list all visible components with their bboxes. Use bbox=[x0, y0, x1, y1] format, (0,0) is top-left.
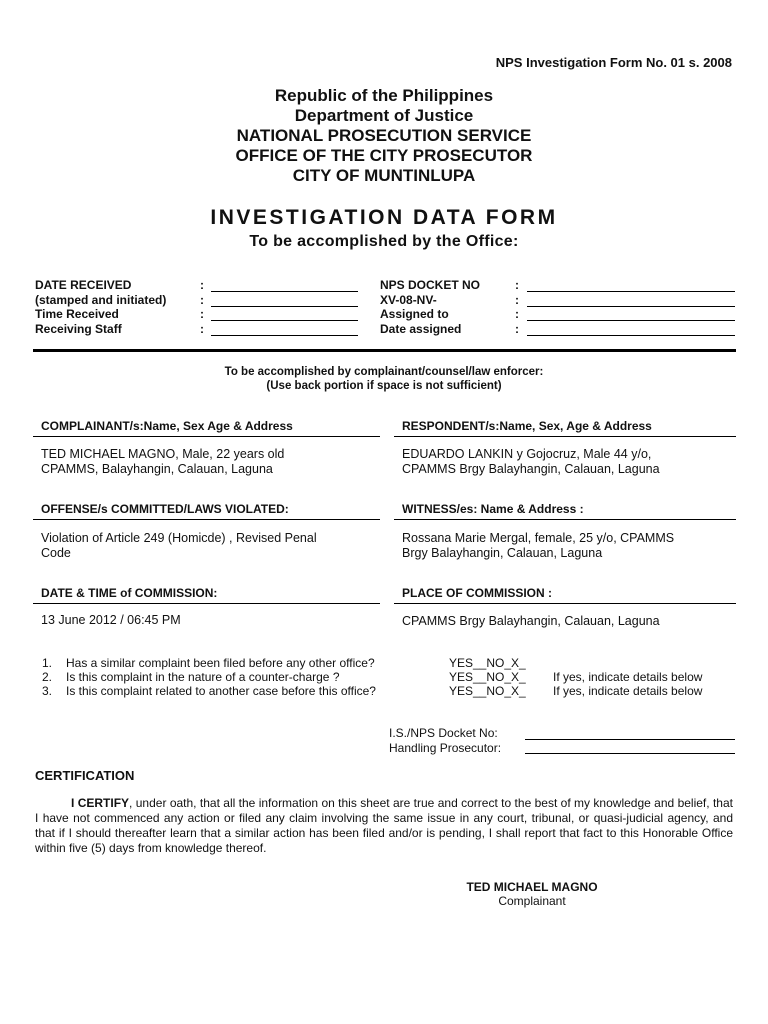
respondent-heading: RESPONDENT/s:Name, Sex, Age & Address bbox=[394, 419, 736, 437]
offense-value[interactable] bbox=[33, 531, 381, 561]
witness-heading: WITNESS/es: Name & Address : bbox=[394, 502, 736, 520]
docket-label: I.S./NPS Docket No: bbox=[389, 726, 498, 740]
signatory-role: Complainant bbox=[498, 894, 566, 908]
label-date-received: DATE RECEIVED bbox=[35, 278, 132, 292]
colon: : bbox=[200, 322, 204, 336]
label-date-assigned: Date assigned bbox=[380, 322, 462, 336]
header-department: Department of Justice bbox=[294, 106, 474, 125]
offense-heading: OFFENSE/s COMMITTED/LAWS VIOLATED: bbox=[33, 502, 380, 520]
witness-line-1: Rossana Marie Mergal, female, 25 y/o, CPAMMS bbox=[402, 531, 675, 545]
question-3-note: If yes, indicate details below bbox=[553, 684, 703, 698]
complainant-value[interactable] bbox=[33, 447, 381, 477]
date-received-field[interactable] bbox=[211, 291, 358, 292]
datetime-heading: DATE & TIME of COMMISSION: bbox=[33, 586, 380, 604]
handling-prosecutor-field[interactable] bbox=[525, 753, 735, 754]
form-title: INVESTIGATION DATA FORM bbox=[210, 206, 558, 229]
question-2-answer[interactable]: YES__NO_X_ bbox=[449, 670, 526, 684]
assigned-to-field[interactable] bbox=[527, 320, 735, 321]
complainant-line-1: TED MICHAEL MAGNO, Male, 22 years old bbox=[41, 447, 285, 461]
datetime-line-1: 13 June 2012 / 06:45 PM bbox=[41, 613, 181, 627]
complainant-line-2: CPAMMS, Balayhangin, Calauan, Laguna bbox=[41, 462, 273, 476]
header-city: CITY OF MUNTINLUPA bbox=[292, 166, 476, 185]
certify-lead: I CERTIFY bbox=[71, 796, 130, 810]
complainant-note: To be accomplished by complainant/counsel/law enforcer: bbox=[224, 366, 544, 378]
certify-text: , under oath, that all the information on this sheet are true and correct to the best of my knowledge and belief, that I have not commenced any action or filed any claim involving the same issue in any court, tribunal, or quasi-judicial agency, and that if I should thereafter learn that a similar action has been filed and/or is pending, I shall report that fact to this Honorable Office within five (5) days from knowledge thereof. bbox=[35, 796, 733, 855]
label-receiving-staff: Receiving Staff bbox=[35, 322, 122, 336]
docket-prefix-field[interactable] bbox=[527, 306, 735, 307]
nps-docket-field[interactable] bbox=[527, 291, 735, 292]
place-heading: PLACE OF COMMISSION : bbox=[394, 586, 736, 604]
signatory-name: TED MICHAEL MAGNO bbox=[466, 880, 598, 894]
respondent-value[interactable] bbox=[394, 447, 742, 477]
offense-line-2: Code bbox=[41, 546, 71, 560]
receiving-staff-field[interactable] bbox=[211, 335, 358, 336]
question-1-text: Has a similar complaint been filed before any other office? bbox=[66, 656, 375, 670]
label-time-received: Time Received bbox=[35, 307, 119, 321]
form-subtitle: To be accomplished by the Office: bbox=[249, 233, 519, 250]
time-received-field[interactable] bbox=[211, 320, 358, 321]
header-office: OFFICE OF THE CITY PROSECUTOR bbox=[235, 146, 533, 165]
place-line-1: CPAMMS Brgy Balayhangin, Calauan, Laguna bbox=[402, 614, 660, 628]
question-3-text: Is this complaint related to another case before this office? bbox=[66, 684, 376, 698]
question-3-answer[interactable]: YES__NO_X_ bbox=[449, 684, 526, 698]
respondent-line-1: EDUARDO LANKIN y Gojocruz, Male 44 y/o, bbox=[402, 447, 652, 461]
question-1-number: 1. bbox=[42, 656, 53, 670]
colon: : bbox=[515, 307, 519, 321]
colon: : bbox=[515, 293, 519, 307]
prosecutor-label: Handling Prosecutor: bbox=[389, 741, 502, 755]
colon: : bbox=[200, 307, 204, 321]
label-docket-prefix: XV-08-NV- bbox=[380, 293, 437, 307]
respondent-line-2: CPAMMS Brgy Balayhangin, Calauan, Laguna bbox=[402, 462, 660, 476]
docket-number-field[interactable] bbox=[525, 739, 735, 740]
label-nps-docket: NPS DOCKET NO bbox=[380, 278, 481, 292]
question-3-number: 3. bbox=[42, 684, 53, 698]
question-2-text: Is this complaint in the nature of a counter-charge ? bbox=[66, 670, 340, 684]
certification-body bbox=[35, 796, 733, 856]
colon: : bbox=[515, 322, 519, 336]
certification-heading: CERTIFICATION bbox=[35, 768, 135, 783]
question-2-number: 2. bbox=[42, 670, 53, 684]
witness-value[interactable] bbox=[394, 531, 742, 561]
form-number: NPS Investigation Form No. 01 s. 2008 bbox=[495, 55, 732, 70]
header-nps: NATIONAL PROSECUTION SERVICE bbox=[236, 126, 532, 145]
colon: : bbox=[200, 293, 204, 307]
date-assigned-field[interactable] bbox=[527, 335, 735, 336]
section-divider bbox=[33, 349, 736, 352]
datetime-value[interactable] bbox=[33, 613, 381, 628]
colon: : bbox=[200, 278, 204, 292]
stamped-field[interactable] bbox=[211, 306, 358, 307]
label-stamped: (stamped and initiated) bbox=[35, 293, 167, 307]
colon: : bbox=[515, 278, 519, 292]
header-republic: Republic of the Philippines bbox=[274, 86, 494, 105]
label-assigned-to: Assigned to bbox=[380, 307, 449, 321]
question-2-note: If yes, indicate details below bbox=[553, 670, 703, 684]
place-value[interactable] bbox=[394, 614, 742, 629]
complainant-note-sub: (Use back portion if space is not sufficient) bbox=[266, 380, 502, 392]
complainant-heading: COMPLAINANT/s:Name, Sex Age & Address bbox=[33, 419, 380, 437]
question-1-answer[interactable]: YES__NO_X_ bbox=[449, 656, 526, 670]
witness-line-2: Brgy Balayhangin, Calauan, Laguna bbox=[402, 546, 603, 560]
offense-line-1: Violation of Article 249 (Homicde) , Revised Penal bbox=[41, 531, 317, 545]
